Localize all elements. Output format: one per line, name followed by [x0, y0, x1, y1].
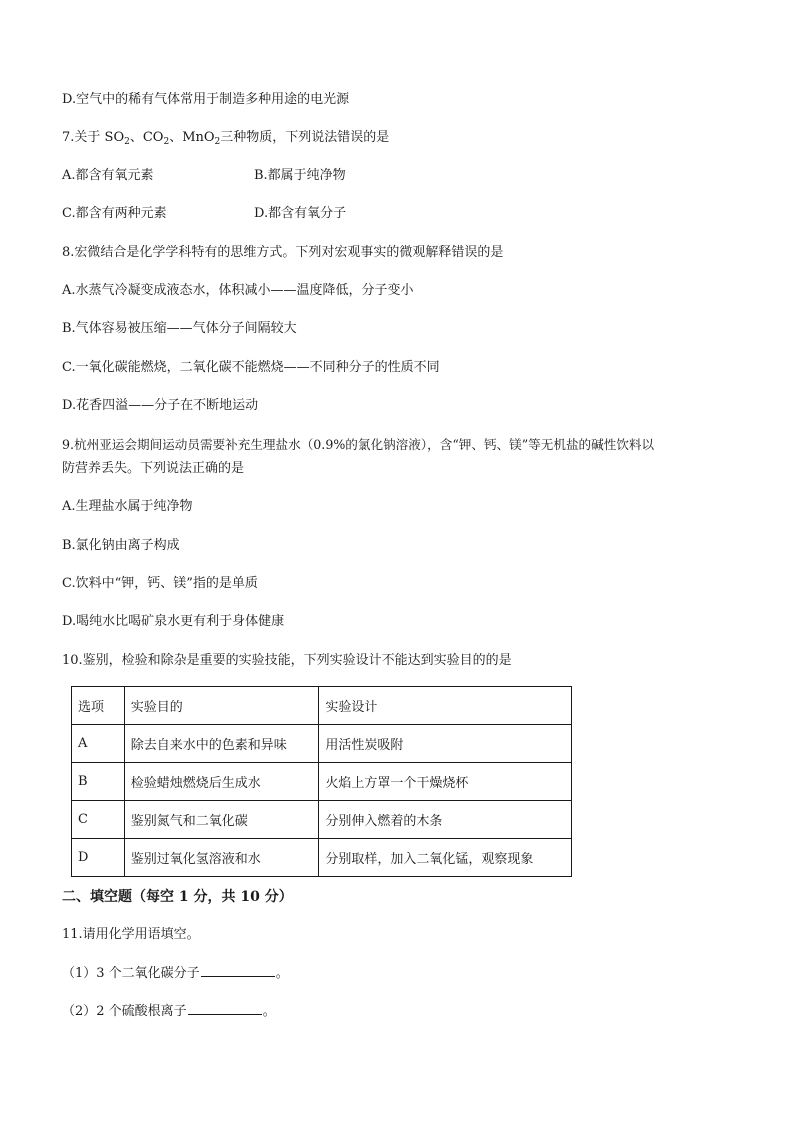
q10-experiment-table	[71, 686, 572, 877]
q8-option-d: D.花香四溢——分子在不断地运动	[62, 398, 259, 413]
table-cell: C	[72, 801, 125, 839]
table-row	[72, 801, 572, 839]
q7-sub-3: 2	[214, 137, 221, 147]
q10-stem: 10.鉴别，检验和除杂是重要的实验技能，下列实验设计不能达到实验目的的是	[62, 653, 512, 668]
q7-stem-suffix: 三种物质，下列说法错误的是	[220, 130, 390, 145]
table-row	[72, 839, 572, 877]
q8-option-b: B.气体容易被压缩——气体分子间隔较大	[62, 321, 297, 336]
table-cell: B	[72, 763, 125, 801]
answer-blank[interactable]	[188, 1002, 262, 1015]
q11-part1-label: （1）3 个二氧化碳分子	[62, 966, 200, 981]
q7-option-a: A.都含有氧元素	[62, 168, 154, 183]
table-cell: A	[72, 725, 125, 763]
section-title: 二、填空题（每空 1 分，共 10 分）	[62, 889, 293, 905]
q11-part1	[62, 964, 289, 983]
q11-part2-end: 。	[262, 1004, 276, 1019]
q9-option-c: C.饮料中“钾，钙、镁”指的是单质	[62, 576, 258, 591]
q7-option-d: D.都含有氧分子	[254, 206, 347, 221]
table-header-cell: 实验目的	[124, 687, 319, 725]
q11-part2	[62, 1002, 276, 1021]
table-cell: 鉴别氮气和二氧化碳	[124, 801, 319, 839]
q9-stem-line2: 防营养丢失。下列说法正确的是	[62, 461, 245, 476]
table-header-row	[72, 687, 572, 725]
answer-blank[interactable]	[201, 964, 275, 977]
table-row	[72, 763, 572, 801]
q7-sub-1: 2	[124, 137, 130, 147]
q7-sub-2: 2	[163, 137, 170, 147]
table-header-cell: 选项	[72, 687, 125, 725]
table-cell: 分别伸入燃着的木条	[319, 801, 572, 839]
table-cell: 分别取样，加入二氧化锰，观察现象	[319, 839, 572, 877]
table-cell: D	[72, 839, 125, 877]
q9-option-d: D.喝纯水比喝矿泉水更有利于身体健康	[62, 614, 285, 629]
q9-option-b: B.氯化钠由离子构成	[62, 538, 180, 553]
q8-stem: 8.宏微结合是化学学科特有的思维方式。下列对宏观事实的微观解释错误的是	[62, 245, 504, 260]
table-cell: 检验蜡烛燃烧后生成水	[124, 763, 319, 801]
q7-option-b: B.都属于纯净物	[254, 168, 346, 183]
table-cell: 鉴别过氧化氢溶液和水	[124, 839, 319, 877]
q8-option-a: A.水蒸气冷凝变成液态水，体积减小——温度降低，分子变小	[62, 283, 414, 298]
q7-stem-mid1: 、CO	[129, 130, 164, 145]
q9-stem-line1: 9.杭州亚运会期间运动员需要补充生理盐水（0.9%的氯化钠溶液），含“钾、钙、镁”等无机盐的碱性饮料以	[62, 437, 655, 452]
q7-stem-mid2: 、MnO	[169, 130, 215, 145]
table-cell: 火焰上方罩一个干燥烧杯	[319, 763, 572, 801]
q11-stem: 11.请用化学用语填空。	[62, 927, 200, 942]
q7-option-c: C.都含有两种元素	[62, 206, 167, 221]
table-header-cell: 实验设计	[319, 687, 572, 725]
q11-part1-end: 。	[275, 966, 289, 981]
table-row	[72, 725, 572, 763]
q11-part2-label: （2）2 个硫酸根离子	[62, 1004, 187, 1019]
q6-option-d: D.空气中的稀有气体常用于制造多种用途的电光源	[62, 92, 350, 107]
table-cell: 除去自来水中的色素和异味	[124, 725, 319, 763]
q7-stem-prefix: 7.关于 SO	[62, 130, 125, 145]
q9-option-a: A.生理盐水属于纯净物	[62, 499, 193, 514]
table-cell: 用活性炭吸附	[319, 725, 572, 763]
q8-option-c: C.一氧化碳能燃烧，二氧化碳不能燃烧——不同种分子的性质不同	[62, 360, 440, 375]
q7-stem	[62, 129, 389, 147]
